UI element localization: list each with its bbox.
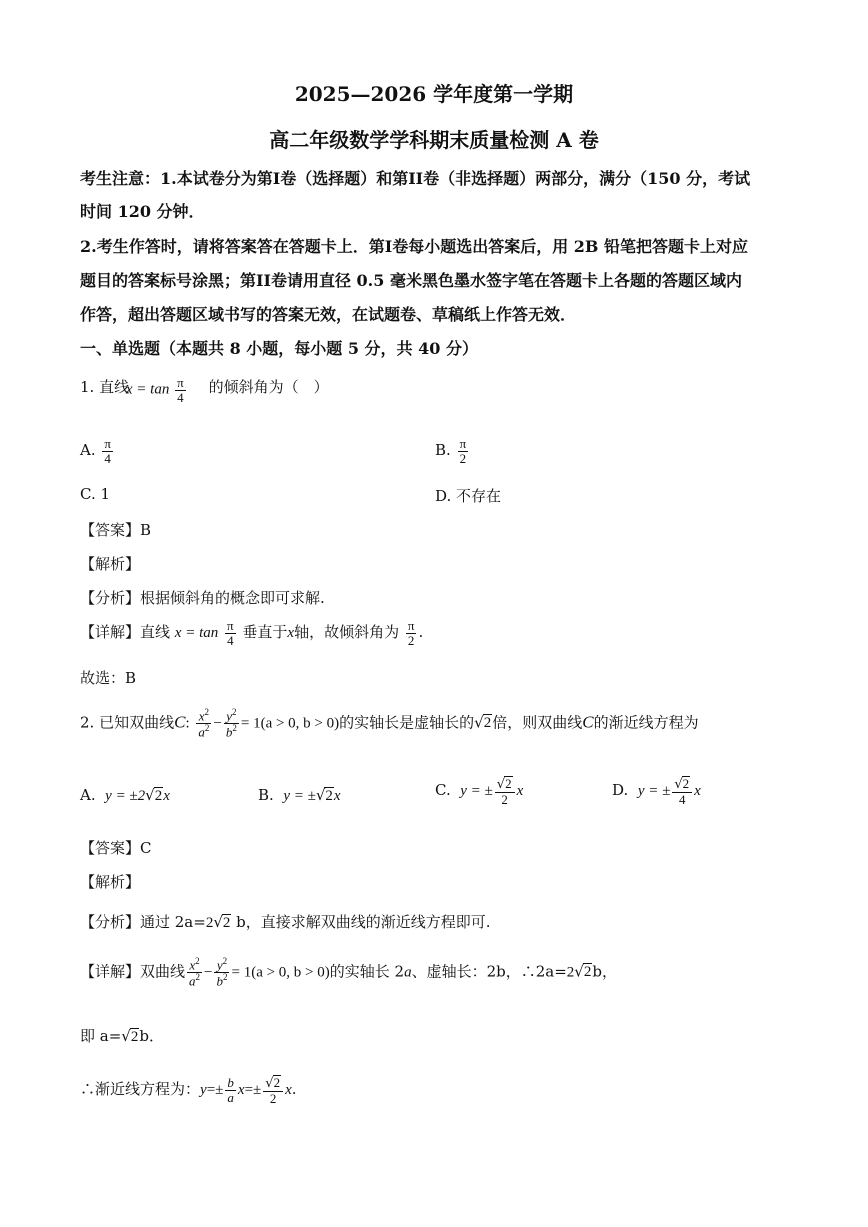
q1-xj-pi: π xyxy=(227,618,234,633)
q2-c-x: x xyxy=(516,783,524,800)
q1-eq-lhs: x = tan xyxy=(125,381,170,398)
q1-choose: 故选：B xyxy=(80,669,137,687)
q2-jian-x2: x xyxy=(285,1082,292,1099)
q2-b-x: x xyxy=(333,788,341,804)
section-heading: 一、单选题（本题共 8 小题，每小题 5 分，共 40 分） xyxy=(80,339,478,358)
exam-year-title: 2025—2026 学年度第一学期 xyxy=(294,82,574,106)
q2-c-sqrt: 2 xyxy=(505,776,512,791)
q1-formula xyxy=(125,375,204,405)
q2-xj-d: b， xyxy=(592,962,617,981)
q2-jian-bn: b xyxy=(227,1075,234,1090)
q2-jian-a: ∴渐近线方程为： xyxy=(80,1080,201,1099)
notice-line-3: 2.考生作答时，请将答案答在答题卡上．第I卷每小题选出答案后，用 2B 铅笔把答题卡上对应 xyxy=(80,237,748,256)
q2-xj-x: x xyxy=(189,957,196,973)
notice-line-1: 考生注意：1.本试卷分为第I卷（选择题）和第II卷（非选择题）两部分，满分（150 分，考试 xyxy=(80,169,751,188)
q2-c-expr: y = ± xyxy=(460,783,493,800)
sqrt-icon: √ xyxy=(121,1027,131,1045)
q2-answer: 【答案】C xyxy=(80,839,152,857)
q2-d-sqrt: 2 xyxy=(682,776,690,791)
q1-xj-x: x xyxy=(287,625,295,642)
q1-xj-end: . xyxy=(418,623,424,642)
q2-sup-c: 2 xyxy=(232,707,237,717)
q1-xiangjie xyxy=(80,619,423,647)
q2-a: a xyxy=(198,724,205,740)
q2-end: 的渐近线方程为 xyxy=(593,713,699,732)
exam-title: 高二年级数学学科期末质量检测 A 卷 xyxy=(269,128,599,152)
q2-xj-minus: − xyxy=(204,964,213,981)
q2-b-sqrt: 2 xyxy=(325,788,333,804)
q2-d-label: D. xyxy=(612,781,629,800)
q1-answer: 【答案】B xyxy=(80,521,152,539)
q1-xj-eq: x = tan xyxy=(174,625,219,642)
q2-colon: : xyxy=(185,715,190,732)
q2-fx-a: 【分析】通过 2a= xyxy=(80,913,206,931)
q2-fx-sqrt: 2 xyxy=(222,915,231,931)
q2-jian-x: x xyxy=(237,1082,245,1099)
q1-b-num: π xyxy=(459,436,467,451)
q1-option-c: C. 1 xyxy=(80,485,111,503)
q2-b-expr: y = ± xyxy=(283,788,316,804)
q2-sup-d: 2 xyxy=(232,722,237,733)
q2-analysis: 【解析】 xyxy=(80,873,141,891)
q2-xj-b2: b xyxy=(216,973,223,989)
q2-b: b xyxy=(225,724,233,740)
q2-y: y xyxy=(226,708,232,724)
q2-jian-end: . xyxy=(291,1080,297,1099)
q2-ji xyxy=(80,1025,164,1046)
q2-mid: 的实轴长是虚轴长的 xyxy=(339,713,475,732)
q2-xiangjie xyxy=(80,957,617,988)
q1-option-a-label: A. xyxy=(80,441,96,460)
q2-xj-c: 、虚轴长：2b，∴2a= xyxy=(411,962,567,981)
q2-jian-y: y xyxy=(200,1082,207,1099)
q2-option-d xyxy=(612,776,701,806)
q1-analysis: 【解析】 xyxy=(80,555,141,573)
q2-xj-sup-b: 2 xyxy=(195,971,201,982)
sqrt-icon: √ xyxy=(213,913,223,931)
q2-ji-sqrt: 2 xyxy=(130,1029,139,1045)
q2-xj-sup-a: 2 xyxy=(195,956,200,966)
q2-c: C xyxy=(174,712,186,732)
q2-a-expr: y = ±2 xyxy=(105,788,146,804)
q1-a-num: π xyxy=(104,436,111,451)
q2-fenxi xyxy=(80,911,491,932)
q2-a-sqrt: 2 xyxy=(154,788,163,804)
q1-xj-b: 垂直于 xyxy=(242,623,288,642)
q2-sqrt2: 2 xyxy=(483,715,492,732)
q1-xj-four: 4 xyxy=(227,632,234,648)
q2-xj-a2: a xyxy=(189,973,196,989)
q2-asymptote xyxy=(80,1075,297,1105)
q2-b-label: B. xyxy=(258,786,274,804)
sqrt-icon: √ xyxy=(145,786,155,804)
notice-line-4: 题目的答案标号涂黑；第II卷请用直径 0.5 毫米黑色墨水签字笔在答题卡上各题的答题区域内 xyxy=(80,271,742,290)
q1-four: 4 xyxy=(177,389,184,405)
q2-xj-eq1: = 1(a > 0, b > 0) xyxy=(231,964,330,981)
q1-option-a xyxy=(80,437,115,465)
q2-xj-ita: a xyxy=(404,964,412,981)
q2-jian-sqrt: 2 xyxy=(273,1075,281,1090)
q2-jian-pm: =± xyxy=(206,1082,224,1099)
q1-b-den: 2 xyxy=(459,450,467,466)
q1-xj-c: 轴，故倾斜角为 xyxy=(294,623,400,642)
q1-prefix: 1. 直线 xyxy=(80,378,130,396)
q2-sup-a: 2 xyxy=(204,707,210,717)
q2-option-b xyxy=(258,786,341,805)
q2-c-den: 2 xyxy=(501,791,508,807)
q2-xj-a: 【详解】双曲线 xyxy=(80,962,186,981)
sqrt-icon: √ xyxy=(496,777,506,792)
q2-d-den: 4 xyxy=(678,791,686,807)
sqrt-icon: √ xyxy=(474,713,484,732)
q2-eq1: = 1(a > 0, b > 0) xyxy=(240,715,340,732)
q1-option-d: D. 不存在 xyxy=(435,487,502,505)
q2-stem xyxy=(80,708,699,739)
q2-fx-b: b，直接求解双曲线的渐近线方程即可. xyxy=(236,913,491,931)
q2-jian-pm2: =± xyxy=(244,1082,262,1099)
q1-option-b-label: B. xyxy=(435,441,451,460)
notice-line-5: 作答，超出答题区域书写的答案无效，在试题卷、草稿纸上作答无效． xyxy=(80,305,577,324)
sqrt-icon: √ xyxy=(265,1076,274,1091)
q2-minus: − xyxy=(213,715,222,732)
q2-ji-b: b． xyxy=(139,1027,164,1045)
q2-c-label: C. xyxy=(435,781,451,800)
q1-xj-two: 2 xyxy=(407,632,415,648)
q1-fenxi: 【分析】根据倾斜角的概念即可求解. xyxy=(80,589,325,607)
q2-xj-sup-d: 2 xyxy=(222,971,228,982)
q2-x: x xyxy=(198,708,205,724)
q2-xj-sqrt: 2 xyxy=(583,964,592,981)
q2-fx-two: 2 xyxy=(205,915,214,931)
sqrt-icon: √ xyxy=(674,777,683,792)
q2-c2: C xyxy=(582,712,594,732)
q1-option-b xyxy=(435,437,470,465)
notice-line-2: 时间 120 分钟． xyxy=(80,202,205,221)
q2-a-x: x xyxy=(163,788,170,804)
q2-ji-a: 即 a= xyxy=(80,1027,122,1045)
q2-jian-ad: a xyxy=(227,1089,234,1105)
q1-pi: π xyxy=(177,375,184,390)
q2-xj-sup-c: 2 xyxy=(222,956,228,966)
q2-xj-b: 的实轴长 2 xyxy=(329,962,405,981)
q2-option-a xyxy=(80,786,170,805)
q2-d-x: x xyxy=(694,783,701,800)
q1-suffix: 的倾斜角为（ ） xyxy=(208,378,329,396)
q1-xj-pi2: π xyxy=(407,618,415,633)
q2-mid2: 倍，则双曲线 xyxy=(492,713,583,732)
q2-prefix: 2. 已知双曲线 xyxy=(80,713,175,732)
q2-sup-b: 2 xyxy=(204,722,210,733)
q2-xj-two: 2 xyxy=(566,964,575,981)
sqrt-icon: √ xyxy=(574,962,584,981)
q1-xj-a: 【详解】直线 xyxy=(80,623,171,642)
q1-stem xyxy=(80,375,329,405)
q2-a-label: A. xyxy=(80,786,96,804)
q2-option-c xyxy=(435,776,523,806)
sqrt-icon: √ xyxy=(315,786,326,804)
q2-jian-two: 2 xyxy=(269,1090,277,1106)
q1-a-den: 4 xyxy=(104,450,111,466)
q2-d-expr: y = ± xyxy=(637,783,671,800)
q2-xj-y: y xyxy=(216,957,223,973)
